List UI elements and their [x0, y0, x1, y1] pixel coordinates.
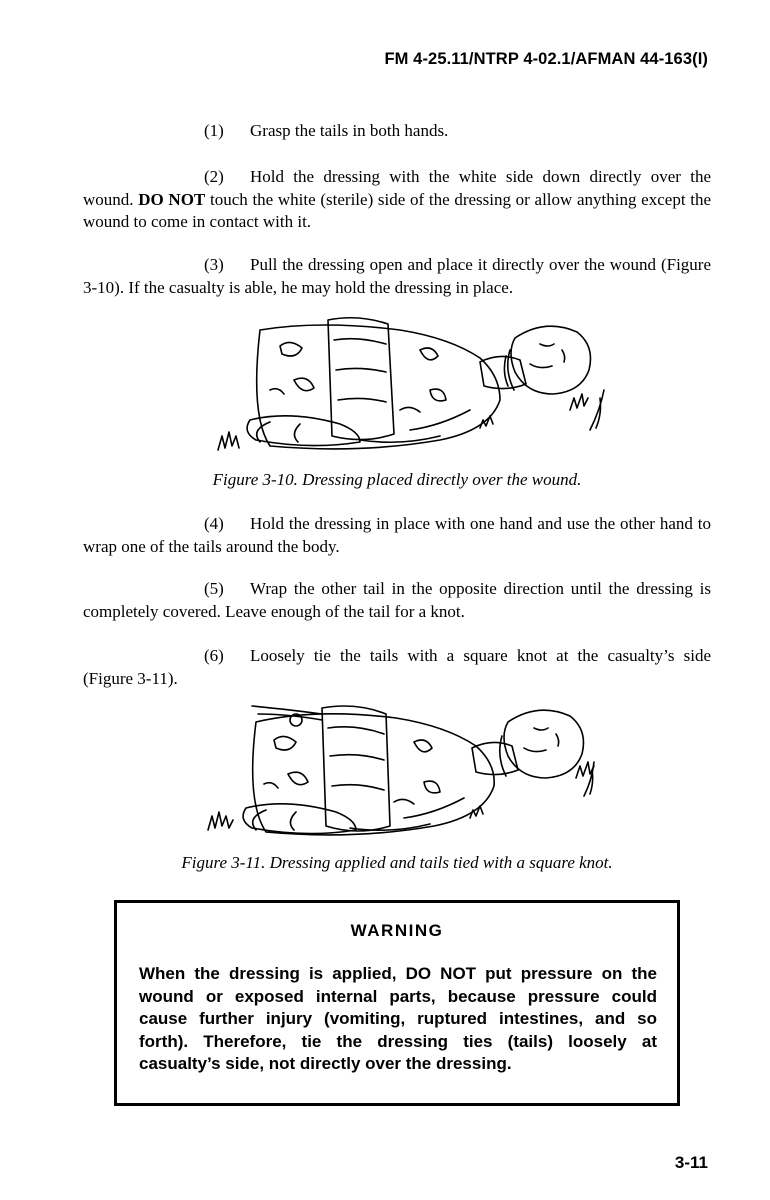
step-2-number: (2) — [204, 167, 224, 186]
step-2-text-post: touch the white (sterile) side of the dressing or allow anything except the wound to come in contact with it. — [83, 189, 712, 231]
step-5-text: Wrap the other tail in the opposite direction until the dressing is completely covered. Leave enough of the tail for a knot. — [83, 579, 711, 621]
warning-title: WARNING — [350, 921, 444, 940]
page-number: 3-11 — [674, 1153, 708, 1172]
step-3 — [83, 254, 711, 299]
warning-text: When the dressing is applied, DO NOT put pressure on the wound or exposed internal parts, because pressure could cause further injury (vomiting, ruptured intestines, and so forth). Therefore, tie the dressing ties (tails) loosely at casualty’s side, not directly over the dressing. — [139, 964, 657, 1073]
step-4-number: (4) — [204, 514, 224, 533]
step-2-text-bold: DO NOT — [138, 189, 206, 209]
step-2 — [83, 166, 711, 234]
step-3-number: (3) — [204, 255, 224, 274]
figure-3-10-illustration — [210, 310, 620, 460]
warning-box — [114, 900, 680, 1106]
step-1-text: Grasp the tails in both hands. — [250, 121, 449, 140]
step-3-text: Pull the dressing open and place it directly over the wound (Figure 3-10). If the casualty is able, he may hold the dressing in place. — [83, 255, 711, 297]
step-6-text: Loosely tie the tails with a square knot at the casualty’s side (Figure 3-11). — [83, 646, 711, 688]
step-5-number: (5) — [204, 579, 224, 598]
figure-3-10-caption: Figure 3-10. Dressing placed directly over the wound. — [212, 470, 582, 489]
step-6 — [83, 645, 711, 690]
figure-3-11-illustration — [200, 700, 610, 850]
step-2-text-pre: Hold the dressing with the white side down directly over the wound. — [83, 167, 711, 209]
step-1 — [83, 120, 711, 143]
step-4 — [83, 513, 711, 558]
document-header: FM 4-25.11/NTRP 4-02.1/AFMAN 44-163(I) — [384, 50, 708, 68]
step-4-text: Hold the dressing in place with one hand and use the other hand to wrap one of the tails around the body. — [83, 514, 711, 556]
step-6-number: (6) — [204, 646, 224, 665]
figure-3-11-caption: Figure 3-11. Dressing applied and tails tied with a square knot. — [181, 853, 613, 872]
step-1-number: (1) — [204, 121, 224, 140]
step-5 — [83, 578, 711, 623]
